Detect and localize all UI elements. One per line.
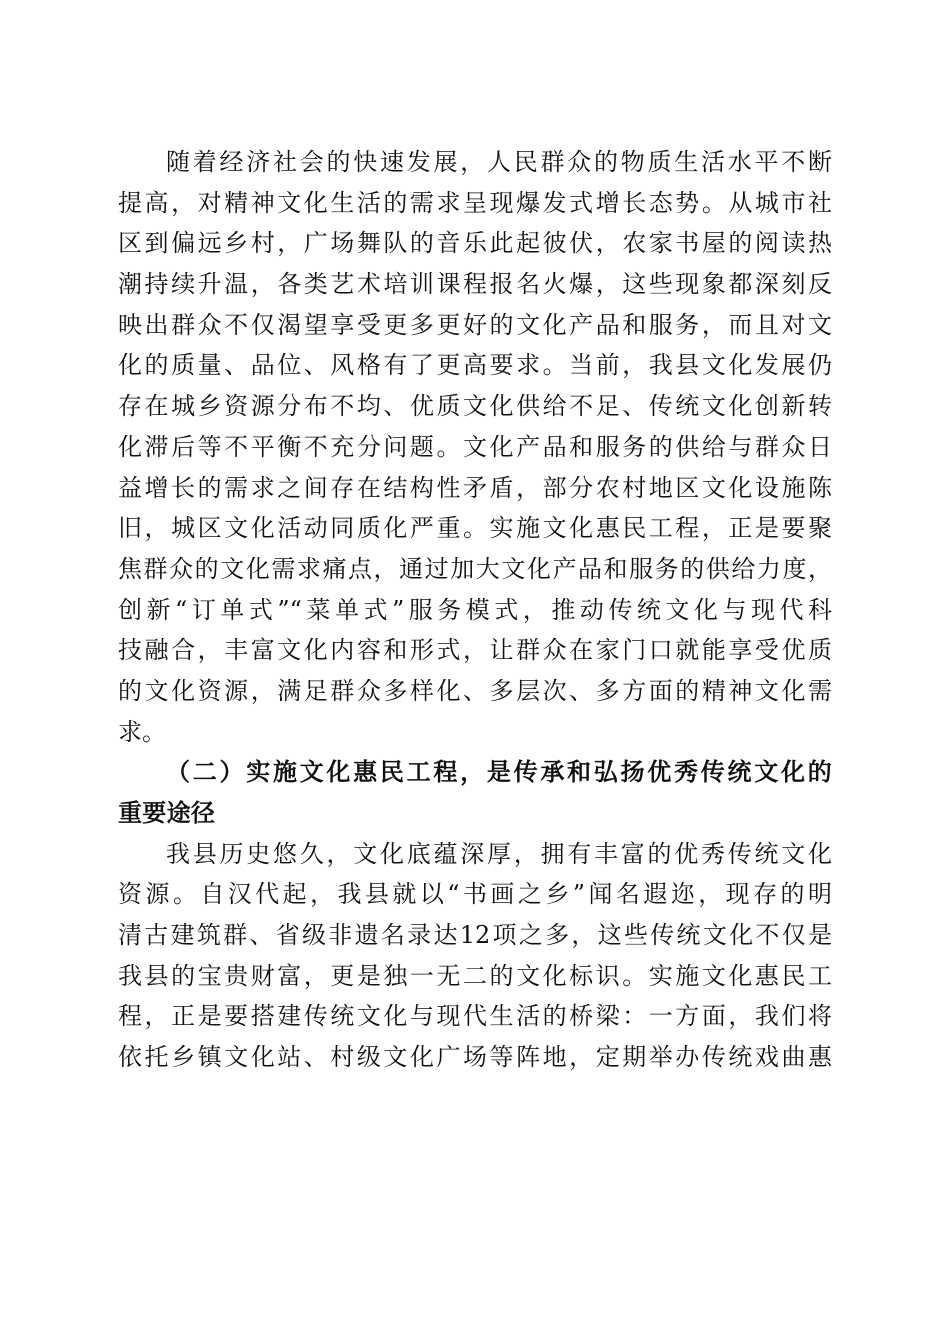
paragraph-line: 区到偏远乡村，广场舞队的音乐此起彼伏，农家书屋的阅读热 <box>118 229 832 258</box>
paragraph-line: 潮持续升温，各类艺术培训课程报名火爆，这些现象都深刻反 <box>118 270 832 299</box>
paragraph-line: 的文化资源，满足群众多样化、多层次、多方面的精神文化需 <box>118 676 832 705</box>
heading-line: 重要途径 <box>118 798 216 827</box>
paragraph-line: 资源。自汉代起，我县就以“书画之乡”闻名遐迩，现存的明 <box>118 880 832 909</box>
paragraph-line: 映出群众不仅渴望享受更多更好的文化产品和服务，而且对文 <box>118 310 832 339</box>
paragraph-line: 清古建筑群、省级非遗名录达12项之多，这些传统文化不仅是 <box>118 921 832 950</box>
paragraph-line: 益增长的需求之间存在结构性矛盾，部分农村地区文化设施陈 <box>118 473 832 502</box>
paragraph-line: 化的质量、品位、风格有了更高要求。当前，我县文化发展仍 <box>118 351 832 380</box>
paragraph-line: 技融合，丰富文化内容和形式，让群众在家门口就能享受优质 <box>118 636 832 665</box>
paragraph-line: 创新“订单式”“菜单式”服务模式，推动传统文化与现代科 <box>118 595 832 624</box>
paragraph-line: 旧，城区文化活动同质化严重。实施文化惠民工程，正是要聚 <box>118 514 832 543</box>
section-heading <box>118 752 832 833</box>
paragraph-line: 提高，对精神文化生活的需求呈现爆发式增长态势。从城市社 <box>118 188 832 217</box>
paragraph-demand <box>118 142 832 752</box>
paragraph-line: 焦群众的文化需求痛点，通过加大文化产品和服务的供给力度， <box>118 554 832 583</box>
paragraph-heritage <box>118 834 832 1078</box>
paragraph-line: 存在城乡资源分布不均、优质文化供给不足、传统文化创新转 <box>118 392 832 421</box>
paragraph-line: 程，正是要搭建传统文化与现代生活的桥梁：一方面，我们将 <box>118 1002 832 1031</box>
heading-line: （二）实施文化惠民工程，是传承和弘扬优秀传统文化的 <box>166 757 832 787</box>
paragraph-line: 求。 <box>118 717 166 746</box>
paragraph-line: 我县的宝贵财富，更是独一无二的文化标识。实施文化惠民工 <box>118 961 832 990</box>
paragraph-line: 随着经济社会的快速发展，人民群众的物质生活水平不断 <box>166 148 832 176</box>
paragraph-line: 化滞后等不平衡不充分问题。文化产品和服务的供给与群众日 <box>118 432 832 461</box>
paragraph-line: 我县历史悠久，文化底蕴深厚，拥有丰富的优秀传统文化 <box>166 839 832 868</box>
paragraph-line: 依托乡镇文化站、村级文化广场等阵地，定期举办传统戏曲惠 <box>118 1043 832 1072</box>
document-body <box>118 142 832 1078</box>
